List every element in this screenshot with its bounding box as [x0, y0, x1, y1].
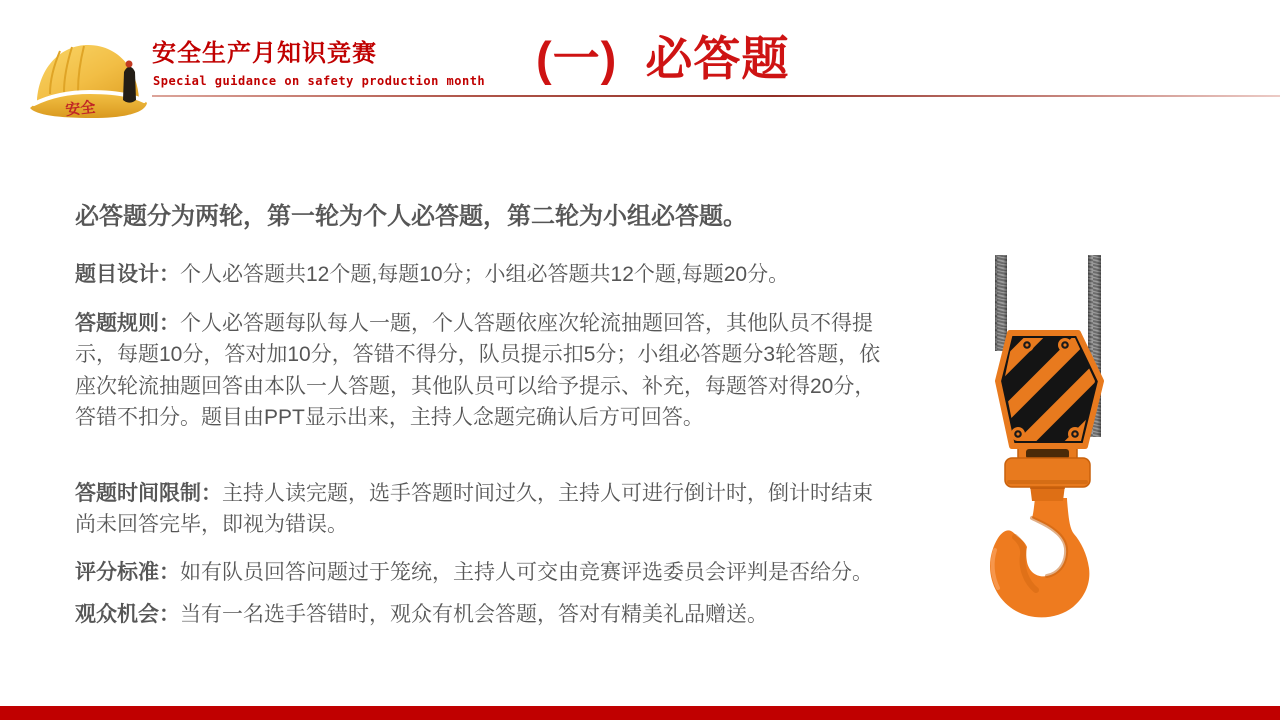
header-title: 安全生产月知识竞赛: [152, 40, 377, 67]
content-block: [75, 200, 887, 631]
lead-text: 必答题分为两轮，第一轮为个人必答题，第二轮为小组必答题。: [75, 203, 747, 230]
section-text: 主持人读完题，选手答题时间过久，主持人可进行倒计时，倒计时结束尚未回答完毕，即视为错误。: [75, 481, 873, 536]
header-divider: [152, 95, 1280, 97]
section-label: 题目设计：: [75, 263, 180, 286]
section-audience-chance: [75, 599, 887, 631]
section-text: 如有队员回答问题过于笼统，主持人可交由竞赛评选委员会评判是否给分。: [180, 560, 873, 584]
header-subtitle: Special guidance on safety production month: [153, 74, 486, 88]
section-time-limit: [75, 478, 887, 541]
section-label: 答题时间限制：: [75, 481, 222, 505]
cable-left: [995, 255, 1007, 351]
section-answer-rules: [75, 308, 887, 434]
helmet-text: 安全: [64, 98, 97, 119]
safety-helmet-icon: [28, 38, 150, 124]
section-label: 答题规则：: [75, 311, 180, 335]
section-text: 个人必答题每队每人一题，个人答题依座次轮流抽题回答，其他队员不得提示，每题10分，答对加10分，答错不得分，队员提示扣5分；小组必答题分3轮答题，依座次轮流抽题回答由本队一人答题，其他队员可以给予提示、补充，每题答对得20分，答错不扣分。题目由PPT显示出来，主持人念题完确认后方可回答。: [75, 311, 881, 429]
section-text: 个人必答题共12个题,每题10分；小组必答题共12个题,每题20分。: [180, 263, 790, 286]
page-title: (一) 必答题: [536, 32, 790, 85]
section-question-design: [75, 259, 887, 291]
crane-hook-icon: [985, 250, 1115, 635]
section-label: 评分标准：: [75, 560, 180, 584]
section-label: 观众机会：: [75, 603, 180, 626]
section-text: 当有一名选手答错时，观众有机会答题，答对有精美礼品赠送。: [180, 603, 768, 626]
section-scoring: [75, 557, 887, 589]
footer-bar: [0, 706, 1280, 720]
